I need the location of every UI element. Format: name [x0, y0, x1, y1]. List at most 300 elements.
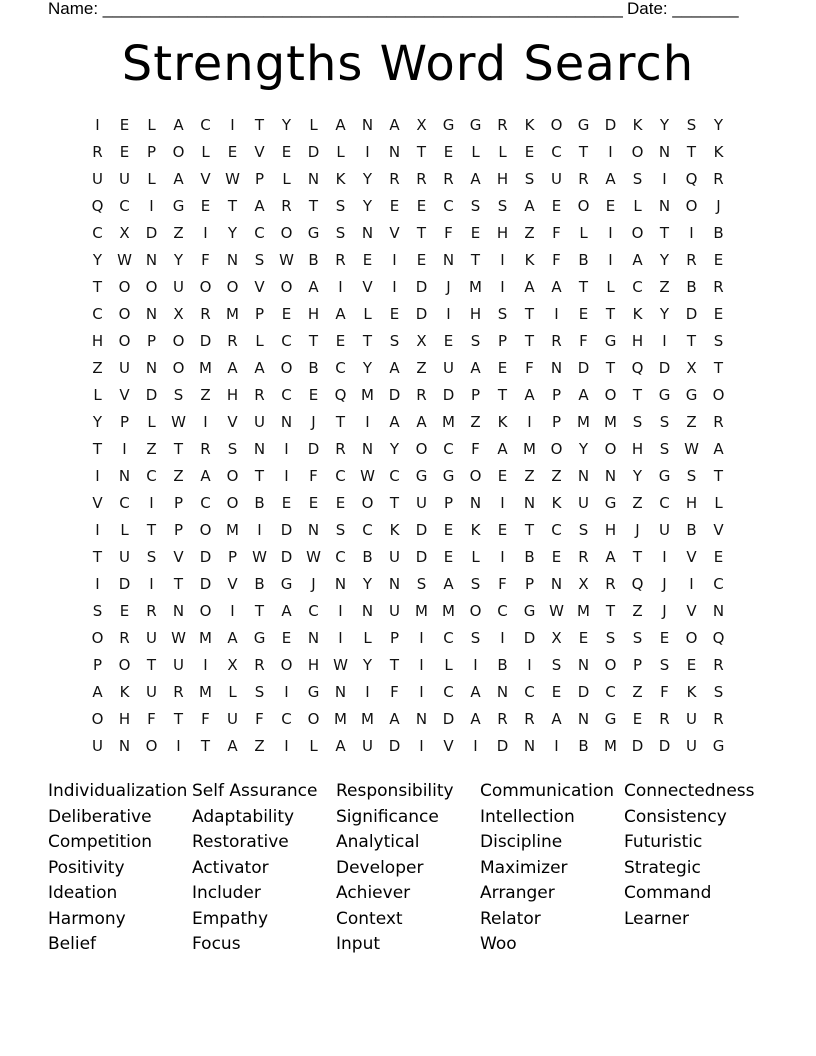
- grid-cell[interactable]: K: [335, 170, 346, 188]
- grid-cell[interactable]: F: [201, 251, 210, 269]
- grid-cell[interactable]: T: [254, 467, 265, 485]
- grid-cell[interactable]: J: [311, 575, 316, 593]
- grid-cell[interactable]: T: [524, 305, 535, 323]
- grid-cell[interactable]: L: [363, 305, 372, 323]
- grid-cell[interactable]: P: [254, 305, 265, 323]
- grid-cell[interactable]: T: [686, 332, 697, 350]
- grid-cell[interactable]: D: [604, 116, 617, 134]
- grid-cell[interactable]: N: [658, 197, 671, 215]
- grid-cell[interactable]: I: [419, 629, 424, 647]
- grid-cell[interactable]: H: [226, 386, 239, 404]
- grid-cell[interactable]: M: [604, 413, 617, 431]
- grid-cell[interactable]: C: [146, 467, 157, 485]
- grid-cell[interactable]: G: [280, 575, 293, 593]
- grid-cell[interactable]: S: [227, 440, 238, 458]
- grid-cell[interactable]: O: [226, 467, 239, 485]
- grid-cell[interactable]: O: [685, 197, 698, 215]
- grid-cell[interactable]: R: [713, 170, 724, 188]
- grid-cell[interactable]: C: [713, 575, 724, 593]
- grid-cell[interactable]: O: [631, 224, 644, 242]
- grid-cell[interactable]: T: [173, 575, 184, 593]
- grid-cell[interactable]: G: [523, 602, 536, 620]
- grid-cell[interactable]: Q: [631, 359, 644, 377]
- grid-cell[interactable]: M: [361, 710, 374, 728]
- grid-cell[interactable]: R: [686, 251, 697, 269]
- grid-cell[interactable]: T: [605, 359, 616, 377]
- grid-cell[interactable]: X: [416, 116, 427, 134]
- grid-cell[interactable]: I: [662, 548, 667, 566]
- grid-cell[interactable]: A: [389, 359, 400, 377]
- grid-cell[interactable]: T: [173, 710, 184, 728]
- grid-cell[interactable]: Z: [659, 278, 670, 296]
- grid-cell[interactable]: Q: [685, 170, 698, 188]
- grid-cell[interactable]: Y: [362, 197, 373, 215]
- grid-cell[interactable]: L: [120, 521, 129, 539]
- grid-cell[interactable]: I: [176, 737, 181, 755]
- grid-cell[interactable]: N: [361, 224, 374, 242]
- grid-cell[interactable]: E: [605, 197, 616, 215]
- grid-cell[interactable]: U: [254, 413, 265, 431]
- grid-cell[interactable]: F: [579, 332, 588, 350]
- grid-cell[interactable]: O: [469, 467, 482, 485]
- grid-cell[interactable]: T: [416, 224, 427, 242]
- grid-cell[interactable]: L: [336, 143, 345, 161]
- grid-cell[interactable]: R: [578, 548, 589, 566]
- grid-cell[interactable]: O: [199, 521, 212, 539]
- grid-cell[interactable]: D: [415, 521, 428, 539]
- grid-cell[interactable]: C: [659, 494, 670, 512]
- grid-cell[interactable]: N: [415, 710, 428, 728]
- grid-cell[interactable]: H: [118, 710, 131, 728]
- grid-cell[interactable]: S: [470, 629, 481, 647]
- grid-cell[interactable]: R: [146, 602, 157, 620]
- grid-cell[interactable]: N: [361, 440, 374, 458]
- grid-cell[interactable]: C: [443, 629, 454, 647]
- grid-cell[interactable]: T: [173, 440, 184, 458]
- grid-cell[interactable]: G: [658, 467, 671, 485]
- grid-cell[interactable]: A: [173, 170, 184, 188]
- grid-cell[interactable]: C: [443, 440, 454, 458]
- grid-cell[interactable]: R: [416, 386, 427, 404]
- grid-cell[interactable]: I: [392, 278, 397, 296]
- grid-cell[interactable]: L: [714, 494, 723, 512]
- grid-cell[interactable]: T: [308, 332, 319, 350]
- grid-cell[interactable]: I: [95, 116, 100, 134]
- grid-cell[interactable]: B: [497, 656, 508, 674]
- grid-cell[interactable]: D: [415, 305, 428, 323]
- grid-cell[interactable]: T: [605, 305, 616, 323]
- grid-cell[interactable]: R: [659, 710, 670, 728]
- grid-cell[interactable]: C: [92, 224, 103, 242]
- grid-cell[interactable]: T: [713, 467, 724, 485]
- grid-cell[interactable]: O: [307, 710, 320, 728]
- grid-cell[interactable]: I: [473, 737, 478, 755]
- grid-cell[interactable]: A: [551, 278, 562, 296]
- grid-cell[interactable]: L: [282, 170, 291, 188]
- grid-cell[interactable]: Y: [578, 440, 589, 458]
- grid-cell[interactable]: Y: [92, 251, 103, 269]
- grid-cell[interactable]: O: [415, 440, 428, 458]
- grid-cell[interactable]: Y: [389, 440, 400, 458]
- grid-cell[interactable]: X: [416, 332, 427, 350]
- grid-cell[interactable]: H: [469, 305, 482, 323]
- grid-cell[interactable]: E: [416, 251, 427, 269]
- grid-cell[interactable]: U: [119, 359, 130, 377]
- grid-cell[interactable]: L: [147, 116, 156, 134]
- grid-cell[interactable]: M: [226, 305, 239, 323]
- grid-cell[interactable]: F: [552, 251, 561, 269]
- grid-cell[interactable]: D: [118, 575, 131, 593]
- grid-cell[interactable]: U: [389, 602, 400, 620]
- grid-cell[interactable]: R: [713, 656, 724, 674]
- grid-cell[interactable]: K: [389, 521, 400, 539]
- grid-cell[interactable]: Y: [659, 251, 670, 269]
- grid-cell[interactable]: M: [577, 413, 590, 431]
- grid-cell[interactable]: W: [252, 548, 267, 566]
- grid-cell[interactable]: P: [173, 494, 184, 512]
- grid-cell[interactable]: D: [685, 305, 698, 323]
- grid-cell[interactable]: S: [335, 197, 346, 215]
- grid-cell[interactable]: E: [308, 386, 319, 404]
- grid-cell[interactable]: A: [335, 116, 346, 134]
- grid-cell[interactable]: E: [659, 629, 670, 647]
- grid-cell[interactable]: I: [662, 332, 667, 350]
- grid-cell[interactable]: I: [419, 656, 424, 674]
- grid-cell[interactable]: Z: [524, 467, 535, 485]
- grid-cell[interactable]: E: [308, 494, 319, 512]
- grid-cell[interactable]: W: [171, 629, 186, 647]
- grid-cell[interactable]: O: [280, 359, 293, 377]
- grid-cell[interactable]: N: [253, 440, 266, 458]
- grid-cell[interactable]: H: [496, 224, 509, 242]
- grid-cell[interactable]: T: [362, 332, 373, 350]
- grid-cell[interactable]: E: [281, 305, 292, 323]
- grid-cell[interactable]: I: [203, 224, 208, 242]
- grid-cell[interactable]: C: [92, 305, 103, 323]
- grid-cell[interactable]: P: [524, 575, 535, 593]
- grid-cell[interactable]: D: [145, 224, 158, 242]
- grid-cell[interactable]: R: [173, 683, 184, 701]
- date-field-label[interactable]: Date: _______: [627, 0, 739, 18]
- grid-cell[interactable]: A: [470, 683, 481, 701]
- grid-cell[interactable]: Y: [281, 116, 292, 134]
- grid-cell[interactable]: G: [685, 386, 698, 404]
- grid-cell[interactable]: I: [419, 737, 424, 755]
- grid-cell[interactable]: G: [307, 683, 320, 701]
- grid-cell[interactable]: A: [443, 575, 454, 593]
- grid-cell[interactable]: R: [605, 575, 616, 593]
- grid-cell[interactable]: E: [281, 494, 292, 512]
- grid-cell[interactable]: G: [415, 467, 428, 485]
- grid-cell[interactable]: A: [335, 737, 346, 755]
- grid-cell[interactable]: G: [469, 116, 482, 134]
- grid-cell[interactable]: M: [442, 413, 455, 431]
- grid-cell[interactable]: S: [470, 575, 481, 593]
- grid-cell[interactable]: N: [577, 710, 590, 728]
- grid-cell[interactable]: A: [524, 386, 535, 404]
- grid-cell[interactable]: U: [173, 656, 184, 674]
- grid-cell[interactable]: J: [311, 413, 316, 431]
- grid-cell[interactable]: I: [284, 440, 289, 458]
- grid-cell[interactable]: O: [469, 602, 482, 620]
- grid-cell[interactable]: I: [392, 251, 397, 269]
- grid-cell[interactable]: Z: [416, 359, 427, 377]
- grid-cell[interactable]: U: [551, 170, 562, 188]
- grid-cell[interactable]: M: [469, 278, 482, 296]
- grid-cell[interactable]: A: [92, 683, 103, 701]
- grid-cell[interactable]: P: [227, 548, 238, 566]
- grid-cell[interactable]: F: [147, 710, 156, 728]
- grid-cell[interactable]: N: [496, 683, 509, 701]
- grid-cell[interactable]: P: [443, 494, 454, 512]
- grid-cell[interactable]: K: [497, 413, 508, 431]
- grid-cell[interactable]: C: [200, 494, 211, 512]
- grid-cell[interactable]: Y: [659, 116, 670, 134]
- grid-cell[interactable]: E: [281, 629, 292, 647]
- grid-cell[interactable]: B: [578, 251, 589, 269]
- grid-cell[interactable]: A: [524, 278, 535, 296]
- grid-cell[interactable]: T: [92, 278, 103, 296]
- grid-cell[interactable]: C: [551, 143, 562, 161]
- grid-cell[interactable]: L: [471, 143, 480, 161]
- grid-cell[interactable]: S: [254, 683, 265, 701]
- grid-cell[interactable]: D: [199, 575, 212, 593]
- grid-cell[interactable]: I: [203, 656, 208, 674]
- grid-cell[interactable]: T: [92, 440, 103, 458]
- grid-cell[interactable]: N: [145, 251, 158, 269]
- grid-cell[interactable]: P: [146, 143, 157, 161]
- grid-cell[interactable]: B: [713, 224, 724, 242]
- grid-cell[interactable]: A: [713, 440, 724, 458]
- grid-cell[interactable]: A: [200, 467, 211, 485]
- grid-cell[interactable]: I: [230, 116, 235, 134]
- grid-cell[interactable]: V: [362, 278, 373, 296]
- grid-cell[interactable]: T: [146, 521, 157, 539]
- grid-cell[interactable]: I: [338, 602, 343, 620]
- grid-cell[interactable]: E: [632, 710, 643, 728]
- grid-cell[interactable]: Z: [524, 224, 535, 242]
- grid-cell[interactable]: O: [226, 494, 239, 512]
- grid-cell[interactable]: C: [119, 494, 130, 512]
- grid-cell[interactable]: E: [335, 332, 346, 350]
- grid-cell[interactable]: T: [308, 197, 319, 215]
- grid-cell[interactable]: T: [254, 116, 265, 134]
- grid-cell[interactable]: E: [281, 143, 292, 161]
- grid-cell[interactable]: O: [280, 656, 293, 674]
- grid-cell[interactable]: O: [712, 386, 725, 404]
- grid-cell[interactable]: A: [308, 278, 319, 296]
- grid-cell[interactable]: M: [334, 710, 347, 728]
- grid-cell[interactable]: E: [443, 521, 454, 539]
- grid-cell[interactable]: L: [309, 737, 318, 755]
- grid-cell[interactable]: O: [280, 278, 293, 296]
- grid-cell[interactable]: I: [122, 440, 127, 458]
- grid-cell[interactable]: U: [578, 494, 589, 512]
- grid-cell[interactable]: T: [578, 278, 589, 296]
- grid-cell[interactable]: N: [226, 251, 239, 269]
- grid-cell[interactable]: P: [254, 170, 265, 188]
- grid-cell[interactable]: S: [470, 332, 481, 350]
- grid-cell[interactable]: R: [92, 143, 103, 161]
- grid-cell[interactable]: U: [362, 737, 373, 755]
- grid-cell[interactable]: P: [389, 629, 400, 647]
- grid-cell[interactable]: Z: [686, 413, 697, 431]
- grid-cell[interactable]: C: [443, 683, 454, 701]
- grid-cell[interactable]: G: [307, 224, 320, 242]
- grid-cell[interactable]: O: [91, 710, 104, 728]
- grid-cell[interactable]: I: [500, 629, 505, 647]
- grid-cell[interactable]: X: [227, 656, 238, 674]
- grid-cell[interactable]: E: [389, 305, 400, 323]
- grid-cell[interactable]: L: [633, 197, 642, 215]
- grid-cell[interactable]: B: [524, 548, 535, 566]
- grid-cell[interactable]: O: [118, 656, 131, 674]
- grid-cell[interactable]: C: [551, 521, 562, 539]
- grid-cell[interactable]: W: [171, 413, 186, 431]
- grid-cell[interactable]: I: [662, 170, 667, 188]
- grid-cell[interactable]: Z: [200, 386, 211, 404]
- grid-cell[interactable]: Z: [632, 683, 643, 701]
- grid-cell[interactable]: A: [389, 710, 400, 728]
- grid-cell[interactable]: M: [415, 602, 428, 620]
- grid-cell[interactable]: K: [524, 116, 535, 134]
- grid-cell[interactable]: N: [550, 359, 563, 377]
- grid-cell[interactable]: N: [334, 575, 347, 593]
- grid-cell[interactable]: W: [684, 440, 699, 458]
- grid-cell[interactable]: N: [361, 602, 374, 620]
- grid-cell[interactable]: B: [254, 575, 265, 593]
- grid-cell[interactable]: E: [713, 305, 724, 323]
- grid-cell[interactable]: E: [200, 197, 211, 215]
- grid-cell[interactable]: T: [389, 494, 400, 512]
- grid-cell[interactable]: Y: [632, 467, 643, 485]
- grid-cell[interactable]: C: [308, 602, 319, 620]
- grid-cell[interactable]: S: [497, 197, 508, 215]
- grid-cell[interactable]: A: [335, 305, 346, 323]
- grid-cell[interactable]: F: [390, 683, 399, 701]
- grid-cell[interactable]: L: [147, 413, 156, 431]
- grid-cell[interactable]: E: [443, 548, 454, 566]
- grid-cell[interactable]: D: [631, 737, 644, 755]
- grid-cell[interactable]: N: [307, 629, 320, 647]
- grid-cell[interactable]: B: [362, 548, 373, 566]
- grid-cell[interactable]: L: [498, 143, 507, 161]
- grid-cell[interactable]: K: [686, 683, 697, 701]
- grid-cell[interactable]: O: [631, 143, 644, 161]
- grid-cell[interactable]: A: [470, 170, 481, 188]
- grid-cell[interactable]: B: [578, 737, 589, 755]
- grid-cell[interactable]: D: [199, 332, 212, 350]
- grid-cell[interactable]: U: [416, 494, 427, 512]
- grid-cell[interactable]: A: [551, 710, 562, 728]
- grid-cell[interactable]: S: [659, 656, 670, 674]
- grid-cell[interactable]: S: [686, 467, 697, 485]
- grid-cell[interactable]: Y: [659, 305, 670, 323]
- grid-cell[interactable]: O: [226, 278, 239, 296]
- grid-cell[interactable]: F: [255, 710, 264, 728]
- grid-cell[interactable]: F: [309, 467, 318, 485]
- grid-cell[interactable]: M: [226, 521, 239, 539]
- grid-cell[interactable]: C: [335, 359, 346, 377]
- grid-cell[interactable]: W: [225, 170, 240, 188]
- grid-cell[interactable]: O: [361, 494, 374, 512]
- grid-cell[interactable]: Z: [551, 467, 562, 485]
- grid-cell[interactable]: C: [281, 386, 292, 404]
- grid-cell[interactable]: F: [471, 440, 480, 458]
- grid-cell[interactable]: T: [524, 332, 535, 350]
- grid-cell[interactable]: A: [578, 386, 589, 404]
- grid-cell[interactable]: R: [200, 305, 211, 323]
- grid-cell[interactable]: G: [442, 116, 455, 134]
- grid-cell[interactable]: L: [309, 116, 318, 134]
- grid-cell[interactable]: E: [524, 143, 535, 161]
- grid-cell[interactable]: M: [199, 629, 212, 647]
- grid-cell[interactable]: T: [605, 602, 616, 620]
- grid-cell[interactable]: R: [443, 170, 454, 188]
- grid-cell[interactable]: Y: [362, 170, 373, 188]
- grid-cell[interactable]: H: [685, 494, 698, 512]
- grid-cell[interactable]: N: [523, 737, 536, 755]
- grid-cell[interactable]: T: [146, 656, 157, 674]
- grid-cell[interactable]: D: [199, 548, 212, 566]
- grid-cell[interactable]: B: [308, 359, 319, 377]
- grid-cell[interactable]: I: [554, 305, 559, 323]
- grid-cell[interactable]: C: [281, 710, 292, 728]
- grid-cell[interactable]: K: [119, 683, 130, 701]
- grid-cell[interactable]: C: [443, 197, 454, 215]
- grid-cell[interactable]: T: [524, 521, 535, 539]
- grid-cell[interactable]: X: [578, 575, 589, 593]
- grid-cell[interactable]: M: [199, 359, 212, 377]
- grid-cell[interactable]: R: [335, 251, 346, 269]
- grid-cell[interactable]: I: [338, 278, 343, 296]
- grid-cell[interactable]: C: [335, 548, 346, 566]
- grid-cell[interactable]: W: [360, 467, 375, 485]
- grid-cell[interactable]: O: [280, 224, 293, 242]
- grid-cell[interactable]: I: [284, 683, 289, 701]
- grid-cell[interactable]: A: [632, 251, 643, 269]
- grid-cell[interactable]: L: [147, 170, 156, 188]
- grid-cell[interactable]: Z: [92, 359, 103, 377]
- grid-cell[interactable]: N: [388, 143, 401, 161]
- grid-cell[interactable]: R: [497, 710, 508, 728]
- grid-cell[interactable]: U: [659, 521, 670, 539]
- grid-cell[interactable]: E: [686, 656, 697, 674]
- grid-cell[interactable]: P: [470, 386, 481, 404]
- grid-cell[interactable]: P: [92, 656, 103, 674]
- grid-cell[interactable]: L: [579, 224, 588, 242]
- grid-cell[interactable]: E: [443, 332, 454, 350]
- grid-cell[interactable]: A: [605, 170, 616, 188]
- grid-cell[interactable]: O: [577, 197, 590, 215]
- grid-cell[interactable]: V: [254, 143, 265, 161]
- grid-cell[interactable]: N: [145, 305, 158, 323]
- grid-cell[interactable]: A: [227, 737, 238, 755]
- grid-cell[interactable]: I: [500, 278, 505, 296]
- grid-cell[interactable]: I: [554, 737, 559, 755]
- grid-cell[interactable]: A: [416, 413, 427, 431]
- grid-cell[interactable]: I: [365, 413, 370, 431]
- grid-cell[interactable]: C: [335, 467, 346, 485]
- grid-cell[interactable]: I: [257, 521, 262, 539]
- grid-cell[interactable]: G: [172, 197, 185, 215]
- grid-cell[interactable]: E: [551, 197, 562, 215]
- grid-cell[interactable]: A: [281, 602, 292, 620]
- grid-cell[interactable]: A: [254, 197, 265, 215]
- grid-cell[interactable]: S: [632, 629, 643, 647]
- grid-cell[interactable]: U: [686, 737, 697, 755]
- grid-cell[interactable]: K: [632, 116, 643, 134]
